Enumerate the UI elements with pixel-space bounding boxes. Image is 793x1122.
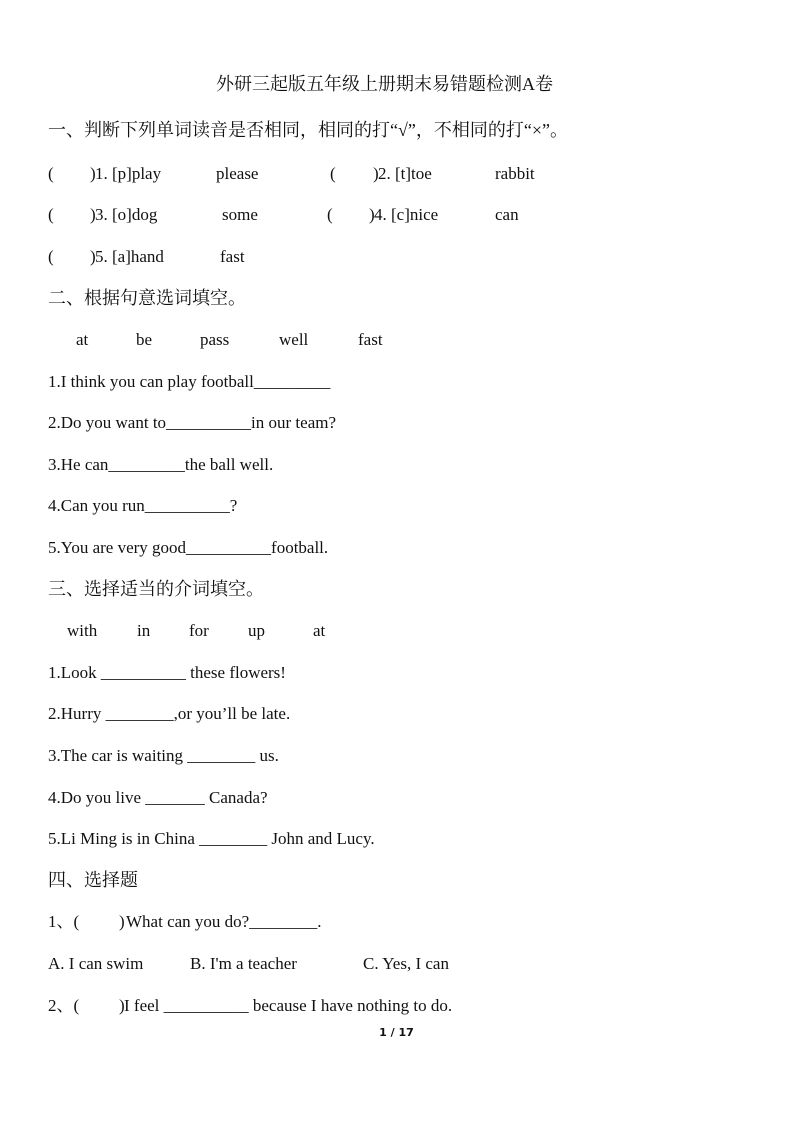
s2-sentence: 1.I think you can play football_________ <box>48 372 331 391</box>
s3-sentence: 3.The car is waiting ________ us. <box>48 746 279 765</box>
s1-item1-open: ( <box>48 164 54 183</box>
s1-item2-question: 2. [t]toe <box>378 164 432 183</box>
s1-item4-question: 4. [c]nice <box>374 205 439 224</box>
s3-word-bank-item: at <box>313 621 326 640</box>
section4-heading: 四、选择题 <box>48 870 138 890</box>
section3-heading: 三、选择适当的介词填空。 <box>48 579 264 599</box>
s3-word-bank-item: for <box>189 621 209 640</box>
s1-item5-question: 5. [a]hand <box>95 247 164 266</box>
page-title: 外研三起版五年级上册期末易错题检测A卷 <box>216 74 553 94</box>
s2-sentence: 4.Can you run__________? <box>48 496 238 515</box>
s4-q2-text: I feel __________ because I have nothing to do. <box>124 996 453 1015</box>
s4-q1-text: What can you do?________. <box>126 912 322 931</box>
page-number: 1 / 17 <box>379 1026 414 1039</box>
s1-item3-word: some <box>222 205 258 224</box>
s1-item4-close: ) <box>369 205 375 224</box>
s1-item1-word: please <box>216 164 259 183</box>
s4-q1-option: A. I can swim <box>48 954 144 973</box>
s1-item3-open: ( <box>48 205 54 224</box>
s4-q1-option: B. I'm a teacher <box>190 954 297 973</box>
s1-item5-close: ) <box>90 247 96 266</box>
s3-sentence: 4.Do you live _______ Canada? <box>48 788 268 807</box>
s2-sentence: 5.You are very good__________football. <box>48 538 329 557</box>
s3-sentence: 2.Hurry ________,or you’ll be late. <box>48 704 291 723</box>
s3-sentence: 5.Li Ming is in China ________ John and Lucy. <box>48 829 375 848</box>
section1-heading: 一、判断下列单词读音是否相同，相同的打“√”，不相同的打“×”。 <box>48 120 568 140</box>
section2-heading: 二、根据句意选词填空。 <box>48 288 246 308</box>
s1-item2-word: rabbit <box>495 164 535 183</box>
s1-item2-close: ) <box>373 164 379 183</box>
s1-item1-close: ) <box>90 164 96 183</box>
s3-word-bank-item: up <box>248 621 265 640</box>
s4-q2-number: 2、( <box>48 996 80 1015</box>
s1-item5-open: ( <box>48 247 54 266</box>
s1-item3-close: ) <box>90 205 96 224</box>
s2-word-bank-item: fast <box>358 330 383 349</box>
s2-word-bank-item: be <box>136 330 153 349</box>
s2-word-bank-item: pass <box>200 330 230 349</box>
s1-item2-open: ( <box>330 164 336 183</box>
s3-word-bank-item: with <box>67 621 98 640</box>
s4-q2-close: ) <box>119 996 125 1015</box>
s3-word-bank-item: in <box>137 621 151 640</box>
s2-sentence: 3.He can_________the ball well. <box>48 455 274 474</box>
s4-q1-option: C. Yes, I can <box>363 954 449 973</box>
s2-word-bank-item: well <box>279 330 309 349</box>
s4-q1-number: 1、( <box>48 912 80 931</box>
s1-item1-question: 1. [p]play <box>95 164 162 183</box>
s3-sentence: 1.Look __________ these flowers! <box>48 663 286 682</box>
s1-item3-question: 3. [o]dog <box>95 205 158 224</box>
s2-sentence: 2.Do you want to__________in our team? <box>48 413 337 432</box>
s1-item4-open: ( <box>327 205 333 224</box>
s4-q1-close: ) <box>119 912 125 931</box>
s1-item4-word: can <box>495 205 519 224</box>
s1-item5-word: fast <box>220 247 245 266</box>
s2-word-bank-item: at <box>76 330 89 349</box>
